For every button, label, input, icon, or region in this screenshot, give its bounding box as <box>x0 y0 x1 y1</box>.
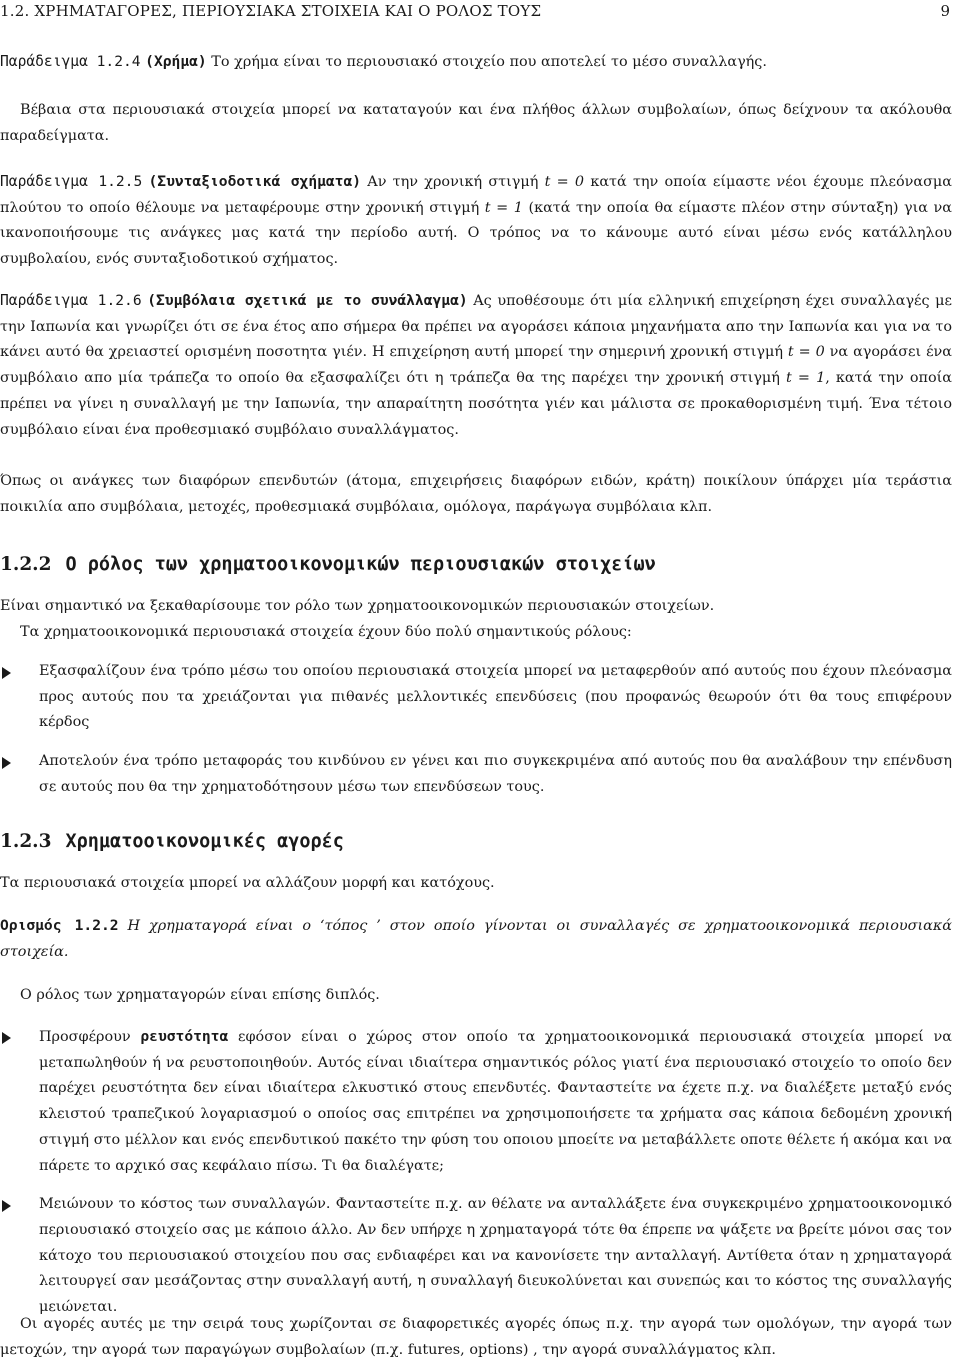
example-title: (Συνταξιοδοτικά σχήματα) <box>148 173 362 190</box>
paragraph-text: Τα χρηματοοικονομικά περιουσιακά στοιχεία έχουν δύο πολύ σημαντικούς ρόλους: <box>20 623 632 640</box>
paragraph-text: Ο ρόλος των χρηματαγορών είναι επίσης διπλός. <box>20 987 380 1003</box>
bullet-marker-icon <box>2 1200 11 1212</box>
paragraph-text: Βέβαια στα περιουσιακά στοιχεία μπορεί να καταταγούν και ένα πλήθος άλλων συμβολαίων, όπως δείχνουν τα ακόλουθα παραδείγματα. <box>0 102 952 144</box>
paragraph-text: Οι αγορές αυτές με την σειρά τους χωρίζονται σε διαφορετικές αγορές όπως π.χ. την αγορά των ομολόγων, την αγορά των μετοχών, την αγορά των παραγώγων συμβολαίων (π.χ. futures, options) , την αγορά συναλλάγματος κλπ. <box>0 1316 952 1358</box>
list-item <box>0 659 952 736</box>
roles-bullet-list <box>0 659 952 801</box>
header-section-title: 1.2. ΧΡΗΜΑΤΑΓΟΡΕΣ, ΠΕΡΙΟΥΣΙΑΚΑ ΣΤΟΙΧΕΙΑ ΚΑΙ Ο ΡΟΛΟΣ ΤΟΥΣ <box>0 2 542 20</box>
example-text: Αν την χρονική στιγμή <box>367 174 545 190</box>
list-item-text: Μειώνουν το κόστος των συναλλαγών. Φανταστείτε π.χ. αν θέλατε να ανταλλάξετε ένα συγκεκριμένο χρηματοοικονομικό περιουσιακό στοιχείο σας με κάποιο άλλο. Αν δεν υπήρχε η χρηματαγορά τότε θα έπρεπε να ψάξετε να βρείτε μόνοι σας τον κάτοχο του περιουσιακού στοιχείου που σας ενδιαφέρει και να κανονίσετε την ανταλλαγή. Αντίθετα όταν η χρηματαγορά λειτουργεί σαν μεσάζοντας στην συναλλαγή αυτή, η συναλλαγή διευκολύνεται και συνεπώς και το κόστος της συναλλαγής μειώνεται. <box>39 1196 952 1316</box>
list-item <box>0 1192 952 1321</box>
example-label: Παράδειγμα 1.2.4 <box>0 53 141 70</box>
definition-text: Η χρηματαγορά είναι ο ‘τόπος ’ στον οποίο γίνονται οι συναλλαγές σε χρηματοοικονομικά περιουσιακά στοιχεία. <box>0 918 952 960</box>
running-header <box>0 0 950 26</box>
section-title: Χρηματοοικονομικές αγορές <box>65 831 344 852</box>
bullet-marker-icon <box>2 757 11 769</box>
example-text: να αγοράσει ένα συμβόλαιο απο μία τράπεζα το οποίο θα εξασφαλίζει ότι η τράπεζα θα της παρέχει την χρονική στιγμή <box>0 344 952 387</box>
bullet-marker-icon <box>2 1032 11 1044</box>
paragraph-text: Είναι σημαντικό να ξεκαθαρίσουμε τον ρόλο των χρηματοοικονομικών περιουσιακών στοιχείων. <box>0 598 715 614</box>
list-item-text: εφόσον είναι ο χώρος στον οποίο τα χρηματοοικονομικά περιουσιακά στοιχεία μπορεί να μεταπωληθούν ή να ρευστοποιηθούν. Αυτός είναι ιδιαίτερα σημαντικός ρόλος γιατί ένα περιουσιακό στοιχείο το οποίο δεν παρέχει ρευστότητα δεν είναι ιδιαίτερα ελκυστικό στους επενδυτές. Φανταστείτε να έχετε π.χ. να διαλέξετε μεταξύ ενός κλειστού τραπεζικού λογαριασμού ο οποίος σας επιτρέπει να χρησιμοποιήσετε τα χρήματα σας κάποια δεδομένη χρονική στιγμή στο μέλλον και ενός επενδυτικού πακέτο την φύση του οποιου μποείτε να μεταβάλλετε οποτε θέλετε ή ακόμα και να πάρετε το αρχικό σας κεφάλαιο πίσω. Τι θα διαλέγατε; <box>39 1029 952 1174</box>
market-roles-bullet-list <box>0 1024 952 1321</box>
example-text: Ας υποθέσουμε ότι μία ελληνική επιχείρηση έχει συναλλαγές με την Ιαπωνία και γνωρίζει ότι σε ένα έτος απο σήμερα θα πρέπει να αγοράσει κάποια μηχανήματα απο την Ιαπωνία και για να το κάνει αυτό θα χρειαστεί ορισμένη ποσοτητα γιέν. Η επιχείρηση αυτή μπορεί την σημερινή χρονική στιγμή <box>0 293 952 361</box>
bullet-marker-icon <box>2 667 11 679</box>
page-number: 9 <box>940 2 950 20</box>
definition-1-2-2 <box>0 913 952 965</box>
example-1-2-4 <box>0 49 952 76</box>
list-item <box>0 749 952 800</box>
math-expression: t = 0 <box>544 174 585 190</box>
example-text: κατά την οποία είμαστε νέοι έχουμε πλεόνασμα πλούτου το οποίο θέλουμε να μεταφέρουμε στην χρονική στιγμή <box>0 174 953 216</box>
section-heading-1-2-2 <box>0 551 656 579</box>
math-expression: t = 0 <box>787 344 825 361</box>
paragraph-text: Όπως οι ανάγκες των διαφόρων επενδυτών (άτομα, επιχειρήσεις διαφόρων ειδών, κράτη) ποικίλουν ύπάρχει μία τεράστια ποικιλία απο συμβόλαια, μετοχές, προθεσμιακά συμβόλαια, ομόλογα, παράγωγα συμβόλαια κλπ. <box>0 473 952 515</box>
intro-examples-paragraph <box>0 98 952 149</box>
section-title: Ο ρόλος των χρηματοοικονομικών περιουσιακών στοιχείων <box>65 554 656 575</box>
investors-needs-paragraph <box>0 469 952 520</box>
section-1-2-3-body <box>0 871 952 897</box>
section-number: 1.2.3 <box>0 831 52 852</box>
paragraph-text: Τα περιουσιακά στοιχεία μπορεί να αλλάζουν μορφή και κατόχους. <box>0 875 495 891</box>
example-title: (Συμβόλαια σχετικά με το συνάλλαγμα) <box>147 292 468 309</box>
list-item-text: Προσφέρουν <box>39 1029 141 1045</box>
section-heading-1-2-3 <box>0 828 344 856</box>
example-title: (Χρήμα) <box>145 53 207 70</box>
example-label: Παράδειγμα 1.2.5 <box>0 173 143 190</box>
example-text: Το χρήμα είναι το περιουσιακό στοιχείο που αποτελεί το μέσο συναλλαγής. <box>211 54 767 70</box>
closing-paragraph <box>0 1312 952 1363</box>
example-1-2-6 <box>0 288 952 443</box>
example-text: (κατά την οποία θα είμαστε πλέον στην σύνταξη) για να ικανοποιήσουμε τις ανάγκες μας κατά την περίοδο αυτή. Ο τρόπος να το κάνουμε αυτό είναι μέσω ενός κατάλληλου συμβολαίου, ενός συνταξιοδοτικού σχήματος. <box>0 199 952 268</box>
key-term: ρευστότητα <box>140 1028 229 1045</box>
section-1-2-2-body <box>0 594 952 645</box>
market-role-paragraph <box>0 983 952 1009</box>
example-text: , κατά την οποία πρέπει να γίνει η συναλλαγή με την Ιαπωνία, την απαραίτητη ποσότητα γιέν και μάλιστα σε προκαθορισμένη τιμή. Ένα τέτοιο συμβόλαιο είναι ένα προθεσμιακό συμβόλαιο συναλλάγματος. <box>0 370 952 438</box>
math-expression: t = 1 <box>484 199 523 216</box>
list-item <box>0 1024 952 1179</box>
math-expression: t = 1 <box>786 370 826 387</box>
list-item-text: Εξασφαλίζουν ένα τρόπο μέσω του οποίου περιουσιακά στοιχεία μπορεί να μεταφερθούν από αυτούς που έχουν πλεόνασμα προς αυτούς που τα χρειάζονται για πιθανές μελλοντικές επενδύσεις (που προφανώς θεωρούν ότι θα τους επιφέρουν κέρδος <box>39 663 952 731</box>
example-label: Παράδειγμα 1.2.6 <box>0 292 142 309</box>
list-item-text: Αποτελούν ένα τρόπο μεταφοράς του κινδύνου εν γένει και πιο συγκεκριμένα από αυτούς που θα αναλάβουν την επένδυση σε αυτούς που θα την χρηματοδότησουν μέσω των επενδύσεων τους. <box>39 753 952 795</box>
definition-label: Ορισμός 1.2.2 <box>0 917 119 934</box>
example-1-2-5 <box>0 169 952 273</box>
section-number: 1.2.2 <box>0 554 52 575</box>
